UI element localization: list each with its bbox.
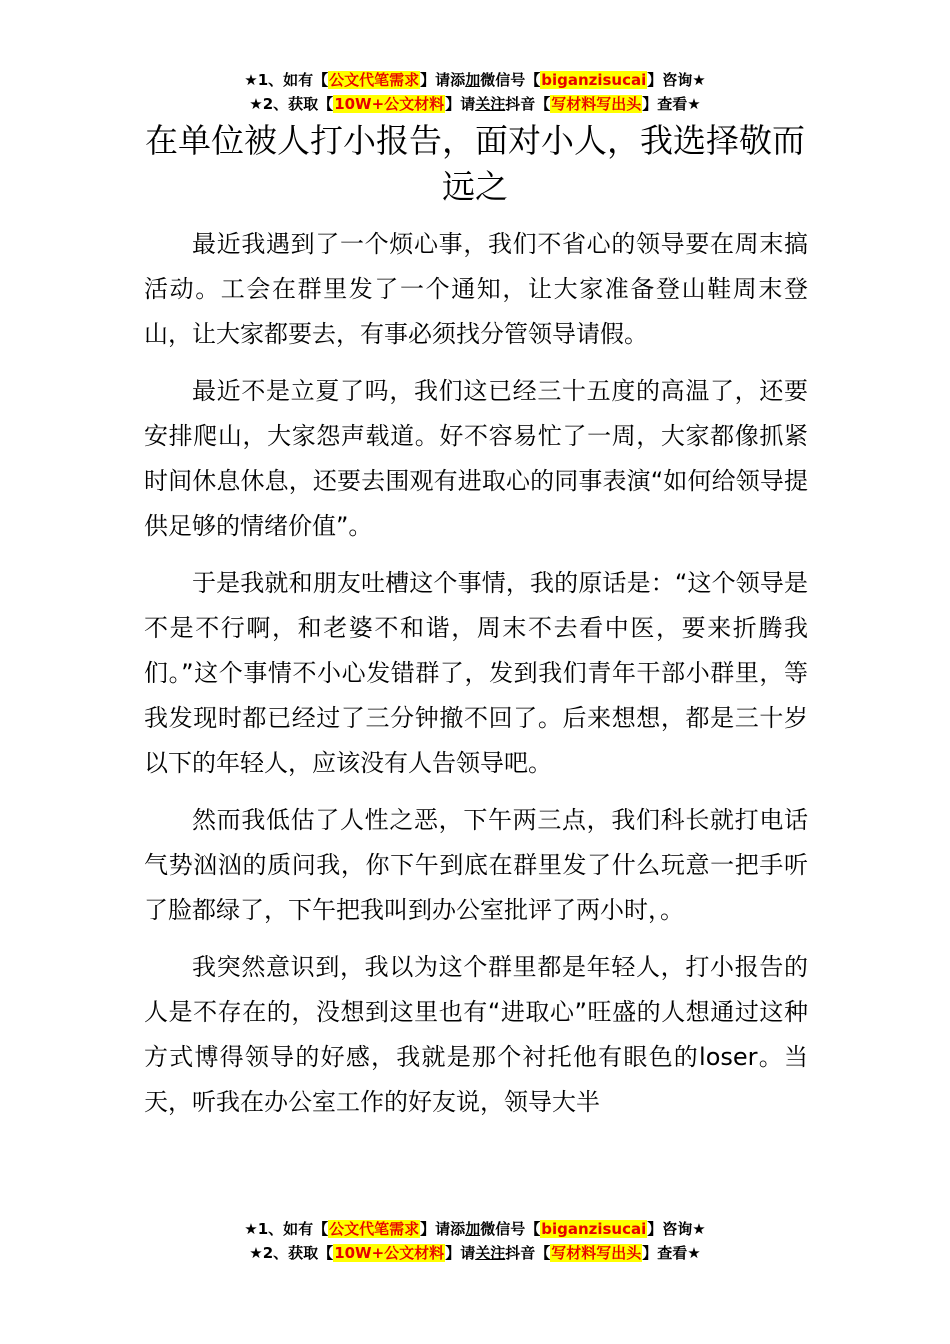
header-banner [0, 68, 950, 116]
paragraph: 最近我遇到了一个烦心事，我们不省心的领导要在周末搞活动。工会在群里发了一个通知，让大家准备登山鞋周末登山，让大家都要去，有事必须找分管领导请假。 [144, 230, 808, 348]
highlight-douyin-account: 写材料写出头 [551, 95, 642, 113]
footer-banner [0, 1217, 950, 1265]
highlight-service: 公文代笔需求 [329, 1220, 420, 1238]
banner-line-1: ★1、如有【公文代笔需求】请添加微信号【biganzisucai】咨询★ [244, 71, 706, 89]
paragraph: 于是我就和朋友吐槽这个事情，我的原话是：“这个领导是不是不行啊，和老婆不和谐，周末不去看中医，要来折腾我们。”这个事情不小心发错群了，发到我们青年干部小群里，等我发现时都已经过了三分钟撤不回了。后来想想，都是三十岁以下的年轻人，应该没有人告领导吧。 [144, 569, 808, 777]
highlight-douyin-account: 写材料写出头 [551, 1244, 642, 1262]
highlight-wechat-id: biganzisucai [541, 71, 647, 89]
paragraph: 然而我低估了人性之恶，下午两三点，我们科长就打电话气势汹汹的质问我，你下午到底在群里发了什么玩意一把手听了脸都绿了，下午把我叫到办公室批评了两小时，。 [144, 806, 808, 924]
highlight-service: 公文代笔需求 [329, 71, 420, 89]
banner-line-1: ★1、如有【公文代笔需求】请添加微信号【biganzisucai】咨询★ [244, 1220, 706, 1238]
paragraph: 最近不是立夏了吗，我们这已经三十五度的高温了，还要安排爬山，大家怨声载道。好不容易忙了一周，大家都像抓紧时间休息休息，还要去围观有进取心的同事表演“如何给领导提供足够的情绪价值”。 [144, 377, 808, 540]
banner-line-2: ★2、获取【10W+公文材料】请关注抖音【写材料写出头】查看★ [249, 95, 701, 113]
paragraph: 我突然意识到，我以为这个群里都是年轻人，打小报告的人是不存在的，没想到这里也有“进取心”旺盛的人想通过这种方式博得领导的好感，我就是那个衬托他有眼色的loser。当天，听我在办公室工作的好友说，领导大半 [144, 953, 808, 1116]
highlight-materials: 10W+公文材料 [334, 1244, 445, 1262]
article-body [144, 222, 808, 1137]
article-title: 在单位被人打小报告，面对小人，我选择敬而远之 [145, 121, 805, 206]
banner-line-2: ★2、获取【10W+公文材料】请关注抖音【写材料写出头】查看★ [249, 1244, 701, 1262]
highlight-materials: 10W+公文材料 [334, 95, 445, 113]
highlight-wechat-id: biganzisucai [541, 1220, 647, 1238]
